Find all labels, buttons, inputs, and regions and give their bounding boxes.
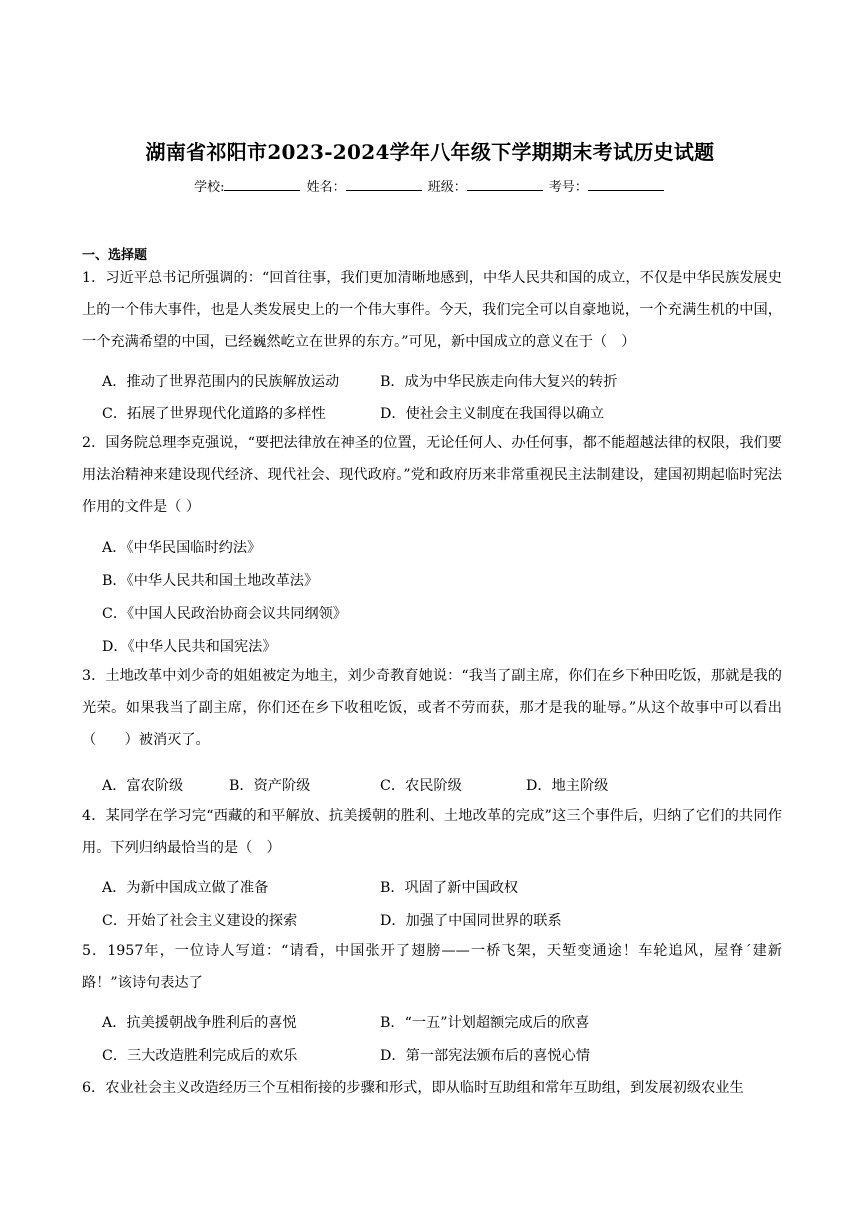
question-4-option-b: B．巩固了新中国政权 [380, 880, 519, 896]
exam-number-label: 考号： [548, 180, 588, 195]
class-label: 班级： [427, 180, 467, 195]
question-5-option-c: C．三大改造胜利完成后的欢乐 [102, 1048, 298, 1064]
question-5-option-a: A．抗美援朝战争胜利后的喜悦 [102, 1015, 297, 1031]
question-4-option-d: D．加强了中国同世界的联系 [380, 913, 562, 929]
question-1-option-d: D．使社会主义制度在我国得以确立 [380, 406, 605, 422]
school-label: 学校: [194, 180, 225, 195]
question-1-option-c: C．拓展了世界现代化道路的多样性 [102, 406, 326, 422]
school-blank [224, 178, 300, 191]
question-3-option-b: B．资产阶级 [229, 778, 311, 794]
question-5-option-b: B．“一五”计划超额完成后的欣喜 [380, 1015, 590, 1031]
question-4-stem: 4．某同学在学习完“西藏的和平解放、抗美援朝的胜利、土地改革的完成”这三个事件后，归纳了它们的共同作用。下列归纳最恰当的是（ ） [82, 808, 782, 856]
name-label: 姓名： [306, 180, 346, 195]
question-2-option-b: B．《中华人民共和国土地改革法》 [102, 573, 319, 589]
question-1-option-a: A．推动了世界范围内的民族解放运动 [102, 374, 340, 390]
question-3-option-a: A．富农阶级 [102, 778, 184, 794]
student-info-line [0, 176, 860, 195]
question-3-option-d: D．地主阶级 [526, 778, 609, 794]
question-6-stem: 6．农业社会主义改造经历三个互相衔接的步骤和形式，即从临时互助组和常年互助组，到发展初级农业生 [82, 1080, 744, 1096]
question-2-option-d: D．《中华人民共和国宪法》 [102, 639, 277, 655]
question-2-stem: 2．国务院总理李克强说，“要把法律放在神圣的位置，无论任何人、办任何事，都不能超越法律的权限，我们要用法治精神来建设现代经济、现代社会、现代政府。”党和政府历来非常重视民主法制建设，建国初期起临时宪法作用的文件是（ ） [82, 435, 782, 515]
question-3-option-c: C．农民阶级 [380, 778, 462, 794]
question-2-option-c: C．《中国人民政治协商会议共同纲领》 [102, 606, 347, 622]
question-3-stem: 3．土地改革中刘少奇的姐姐被定为地主，刘少奇教育她说：“我当了副主席，你们在乡下种田吃饭，那就是我的光荣。如果我当了副主席，你们还在乡下收租吃饭，或者不劳而获，那才是我的耻辱。”从这个故事中可以看出（ ）被消灭了。 [82, 668, 782, 748]
question-1-option-b: B．成为中华民族走向伟大复兴的转折 [380, 374, 618, 390]
section-heading: 一、选择题 [82, 248, 148, 263]
exam-title: 湖南省祁阳市2023-2024学年八年级下学期期末考试历史试题 [145, 140, 715, 164]
question-5-option-d: D．第一部宪法颁布后的喜悦心情 [380, 1048, 591, 1064]
question-4-option-c: C．开始了社会主义建设的探索 [102, 913, 298, 929]
question-2-option-a: A．《中华民国临时约法》 [102, 540, 262, 556]
name-blank [346, 178, 422, 191]
exam-number-blank [588, 178, 664, 191]
class-blank [467, 178, 543, 191]
question-1-stem: 1．习近平总书记所强调的：“回首往事，我们更加清晰地感到，中华人民共和国的成立，不仅是中华民族发展史上的一个伟大事件，也是人类发展史上的一个伟大事件。今天，我们完全可以自豪地说，一个充满生机的中国，一个充满希望的中国，已经巍然屹立在世界的东方。”可见，新中国成立的意义在于（ ） [82, 270, 782, 350]
question-5-stem: 5．1957年，一位诗人写道：“请看，中国张开了翅膀——一桥飞架，天堑变通途！车轮追风，屋脊´建新路！”该诗句表达了 [82, 943, 782, 991]
question-4-option-a: A．为新中国成立做了准备 [102, 880, 269, 896]
